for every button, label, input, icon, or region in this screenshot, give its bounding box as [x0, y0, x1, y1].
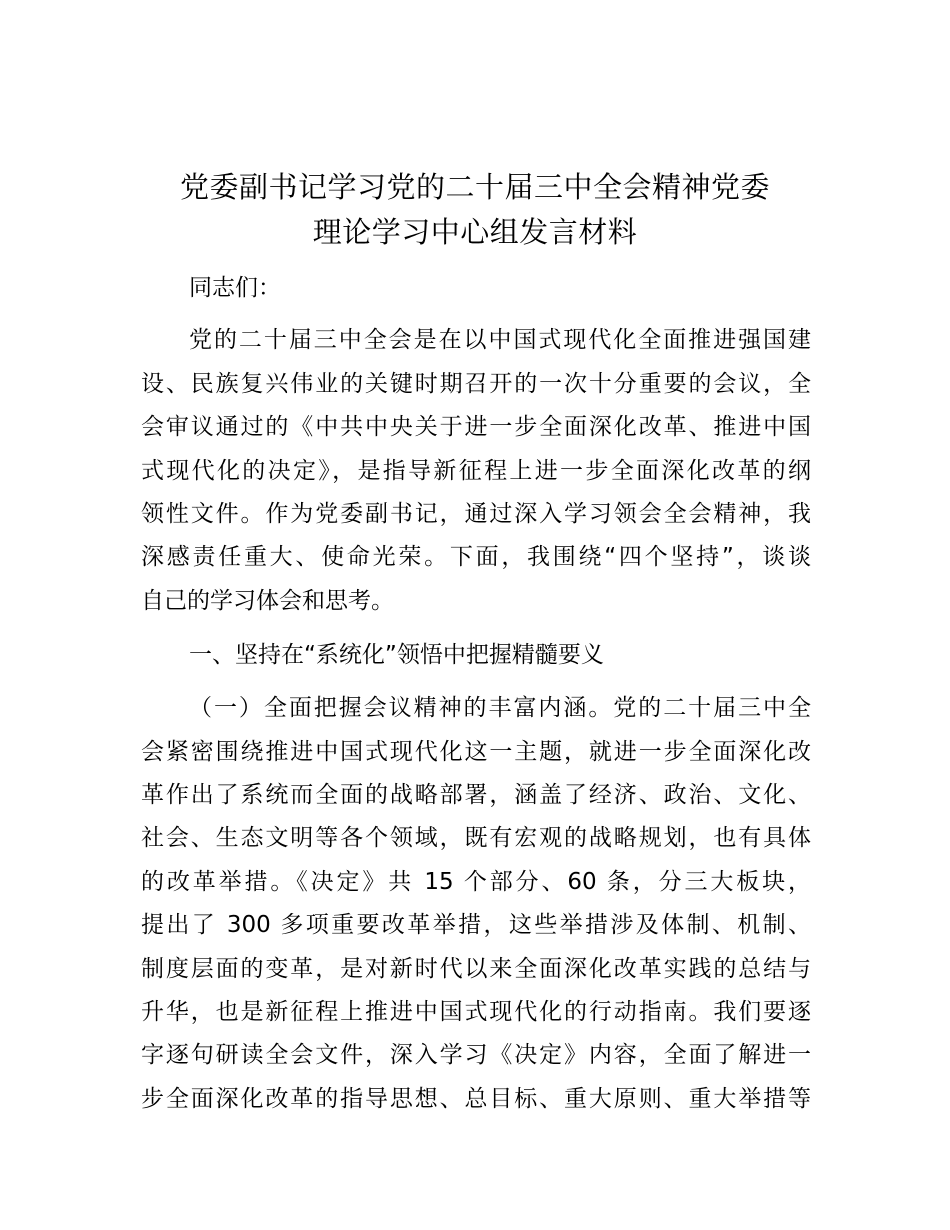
intro-line-5: 领性文件。作为党委副书记，通过深入学习领会全会精神，我: [141, 501, 811, 527]
document-title-line-1: 党委副书记学习党的二十届三中全会精神党委: [179, 170, 770, 204]
intro-line-2: 设、民族复兴伟业的关键时期召开的一次十分重要的会议，全: [141, 371, 811, 397]
subsection-line-3: 革作出了系统而全面的战略部署，涵盖了经济、政治、文化、: [141, 782, 811, 808]
subsection-line-2: 会紧密围绕推进中国式现代化这一主题，就进一步全面深化改: [141, 739, 811, 765]
subsection-line-6: 提出了 300 多项重要改革举措，这些举措涉及体制、机制、: [141, 912, 811, 938]
intro-line-1: 党的二十届三中全会是在以中国式现代化全面推进强国建: [189, 327, 811, 353]
salutation: 同志们：: [189, 275, 281, 301]
subsection-line-5: 的改革举措。《决定》共 15 个部分、60 条，分三大板块，: [141, 869, 811, 895]
subsection-line-7: 制度层面的变革，是对新时代以来全面深化改革实践的总结与: [141, 956, 811, 982]
subsection-line-10: 步全面深化改革的指导思想、总目标、重大原则、重大举措等: [141, 1086, 811, 1112]
intro-line-3: 会审议通过的《中共中央关于进一步全面深化改革、推进中国: [141, 414, 811, 440]
subsection-line-9: 字逐句研读全会文件，深入学习《决定》内容，全面了解进一: [141, 1042, 811, 1068]
intro-line-7: 自己的学习体会和思考。: [141, 588, 394, 614]
document-title-line-2: 理论学习中心组发言材料: [312, 215, 638, 249]
subsection-line-8: 升华，也是新征程上推进中国式现代化的行动指南。我们要逐: [141, 999, 811, 1025]
subsection-line-1: （一）全面把握会议精神的丰富内涵。党的二十届三中全: [189, 695, 811, 721]
intro-line-4: 式现代化的决定》，是指导新征程上进一步全面深化改革的纲: [141, 458, 811, 484]
intro-line-6: 深感责任重大、使命光荣。下面，我围绕“四个坚持”，谈谈: [141, 544, 811, 570]
section-heading: 一、坚持在“系统化”领悟中把握精髓要义: [189, 642, 604, 668]
subsection-line-4: 社会、生态文明等各个领域，既有宏观的战略规划，也有具体: [141, 825, 811, 851]
